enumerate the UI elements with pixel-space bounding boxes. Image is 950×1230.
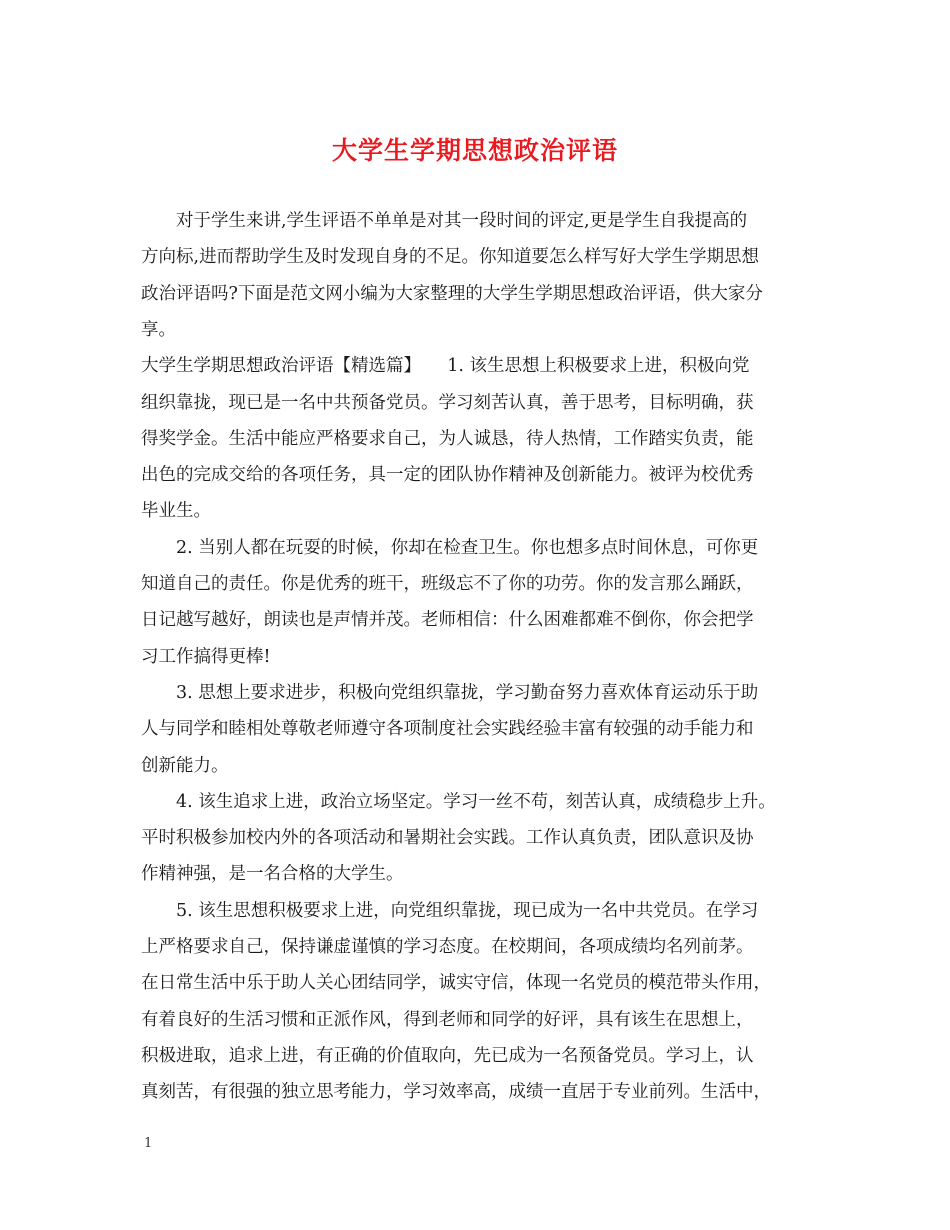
body-line: 习工作搞得更棒! bbox=[141, 647, 271, 667]
document-title: 大学生学期思想政治评语 bbox=[331, 136, 618, 165]
body-line: 人与同学和睦相处尊敬老师遵守各项制度社会实践经验丰富有较强的动手能力和 bbox=[141, 719, 754, 739]
body-line: 知道自己的责任。你是优秀的班干，班级忘不了你的功劳。你的发言那么踊跃， bbox=[141, 574, 754, 594]
body-line: 对于学生来讲,学生评语不单单是对其一段时间的评定,更是学生自我提高的 bbox=[141, 211, 748, 231]
page-number: 1 bbox=[144, 1136, 153, 1151]
body-line: 得奖学金。生活中能应严格要求自己，为人诚恳，待人热情，工作踏实负责，能 bbox=[141, 429, 754, 449]
body-line: 政治评语吗?下面是范文网小编为大家整理的大学生学期思想政治评语，供大家分 bbox=[141, 284, 763, 304]
body-line: 3. 思想上要求进步，积极向党组织靠拢，学习勤奋努力喜欢体育运动乐于助 bbox=[141, 683, 759, 703]
body-line: 作精神强，是一名合格的大学生。 bbox=[141, 864, 404, 884]
body-line: 积极进取，追求上进，有正确的价值取向，先已成为一名预备党员。学习上，认 bbox=[141, 1046, 754, 1066]
body-line: 上严格要求自己，保持谦虚谨慎的学习态度。在校期间，各项成绩均名列前茅。 bbox=[141, 937, 754, 957]
body-line: 大学生学期思想政治评语【精选篇】 1. 该生思想上积极要求上进，积极向党 bbox=[141, 356, 750, 376]
body-line: 5. 该生思想积极要求上进，向党组织靠拢，现已成为一名中共党员。在学习 bbox=[141, 901, 759, 921]
body-line: 出色的完成交给的各项任务，具一定的团队协作精神及创新能力。被评为校优秀 bbox=[141, 465, 754, 485]
body-line: 平时积极参加校内外的各项活动和暑期社会实践。工作认真负责，团队意识及协 bbox=[141, 828, 754, 848]
body-line: 2. 当别人都在玩耍的时候，你却在检查卫生。你也想多点时间休息，可你更 bbox=[141, 538, 759, 558]
body-line: 毕业生。 bbox=[141, 501, 211, 521]
body-line: 组织靠拢，现已是一名中共预备党员。学习刻苦认真，善于思考，目标明确，获 bbox=[141, 393, 754, 413]
body-line: 方向标,进而帮助学生及时发现自身的不足。你知道要怎么样写好大学生学期思想 bbox=[141, 247, 760, 267]
body-line: 真刻苦，有很强的独立思考能力，学习效率高，成绩一直居于专业前列。生活中， bbox=[141, 1082, 771, 1102]
body-line: 创新能力。 bbox=[141, 756, 229, 776]
body-line: 4. 该生追求上进，政治立场坚定。学习一丝不苟，刻苦认真，成绩稳步上升。 bbox=[141, 792, 776, 812]
body-line: 有着良好的生活习惯和正派作风，得到老师和同学的好评，具有该生在思想上， bbox=[141, 1010, 754, 1030]
body-line: 享。 bbox=[141, 320, 176, 340]
body-line: 日记越写越好，朗读也是声情并茂。老师相信：什么困难都难不倒你，你会把学 bbox=[141, 610, 754, 630]
body-line: 在日常生活中乐于助人关心团结同学，诚实守信，体现一名党员的模范带头作用， bbox=[141, 973, 771, 993]
